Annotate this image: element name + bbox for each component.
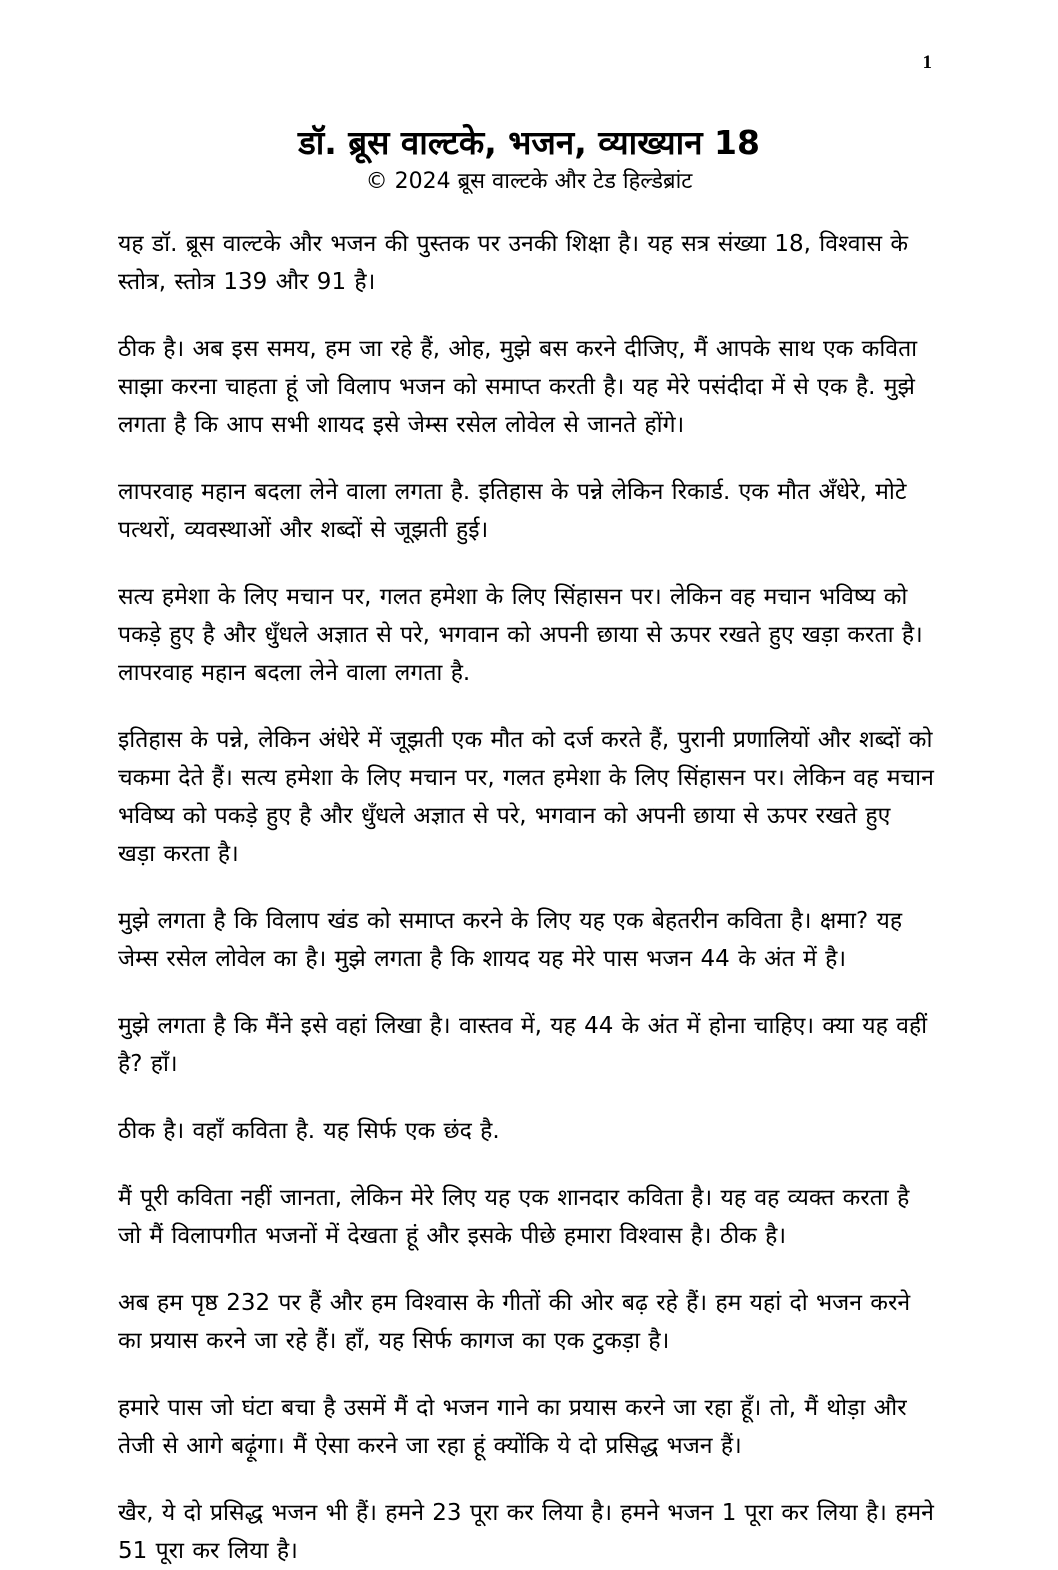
paragraph-10: अब हम पृष्ठ 232 पर हैं और हम विश्वास के गीतों की ओर बढ़ रहे हैं। हम यहां दो भजन करने का प्रयास करने जा रहे हैं। हाँ, यह सिर्फ कागज का एक टुकड़ा है। xyxy=(118,1289,911,1354)
paragraph-7: मुझे लगता है कि मैंने इसे वहां लिखा है। वास्तव में, यह 44 के अंत में होना चाहिए। क्या यह वहीं है? हाँ। xyxy=(118,1012,928,1077)
paragraph-8: ठीक है। वहाँ कविता है. यह सिर्फ एक छंद है. xyxy=(118,1117,500,1144)
page-number: 1 xyxy=(922,52,932,73)
paragraph-5: इतिहास के पन्ने, लेकिन अंधेरे में जूझती एक मौत को दर्ज करते हैं, पुरानी प्रणालियों और शब्दों को चकमा देते हैं। सत्य हमेशा के लिए मचान पर, गलत हमेशा के लिए सिंहासन पर। लेकिन वह मचान भविष्य को पकड़े हुए है और धुँधले अज्ञात से परे, भगवान को अपनी छाया से ऊपर रखते हुए खड़ा करता है। xyxy=(118,726,934,867)
paragraph-1: यह डॉ. ब्रूस वाल्टके और भजन की पुस्तक पर उनकी शिक्षा है। यह सत्र संख्या 18, विश्वास के स्तोत्र, स्तोत्र 139 और 91 है। xyxy=(118,230,909,295)
paragraph-6: मुझे लगता है कि विलाप खंड को समाप्त करने के लिए यह एक बेहतरीन कविता है। क्षमा? यह जेम्स रसेल लोवेल का है। मुझे लगता है कि शायद यह मेरे पास भजन 44 के अंत में है। xyxy=(118,907,903,972)
paragraph-3: लापरवाह महान बदला लेने वाला लगता है. इतिहास के पन्ने लेकिन रिकार्ड. एक मौत अँधेरे, मोटे पत्थरों, व्यवस्थाओं और शब्दों से जूझती हुई। xyxy=(118,478,907,543)
document-body xyxy=(118,225,935,1570)
paragraph-4: सत्य हमेशा के लिए मचान पर, गलत हमेशा के लिए सिंहासन पर। लेकिन वह मचान भविष्य को पकड़े हुए है और धुँधले अज्ञात से परे, भगवान को अपनी छाया से ऊपर रखते हुए खड़ा करता है। लापरवाह महान बदला लेने वाला लगता है. xyxy=(118,583,923,686)
paragraph-9: मैं पूरी कविता नहीं जानता, लेकिन मेरे लिए यह एक शानदार कविता है। यह वह व्यक्त करता है जो मैं विलापगीत भजनों में देखता हूं और इसके पीछे हमारा विश्वास है। ठीक है। xyxy=(118,1184,910,1249)
paragraph-12: खैर, ये दो प्रसिद्ध भजन भी हैं। हमने 23 पूरा कर लिया है। हमने भजन 1 पूरा कर लिया है। हमने 51 पूरा कर लिया है। xyxy=(118,1499,934,1564)
copyright-line: © 2024 ब्रूस वाल्टके और टेड हिल्डेब्रांट xyxy=(365,169,693,195)
paragraph-11: हमारे पास जो घंटा बचा है उसमें मैं दो भजन गाने का प्रयास करने जा रहा हूँ। तो, मैं थोड़ा और तेजी से आगे बढ़ूंगा। मैं ऐसा करने जा रहा हूं क्योंकि ये दो प्रसिद्ध भजन हैं। xyxy=(118,1394,907,1459)
paragraph-2: ठीक है। अब इस समय, हम जा रहे हैं, ओह, मुझे बस करने दीजिए, मैं आपके साथ एक कविता साझा करना चाहता हूं जो विलाप भजन को समाप्त करती है। यह मेरे पसंदीदा में से एक है. मुझे लगता है कि आप सभी शायद इसे जेम्स रसेल लोवेल से जानते होंगे। xyxy=(118,335,918,438)
document-title: डॉ. ब्रूस वाल्टके, भजन, व्याख्यान 18 xyxy=(298,123,760,162)
document-header xyxy=(0,0,1058,196)
